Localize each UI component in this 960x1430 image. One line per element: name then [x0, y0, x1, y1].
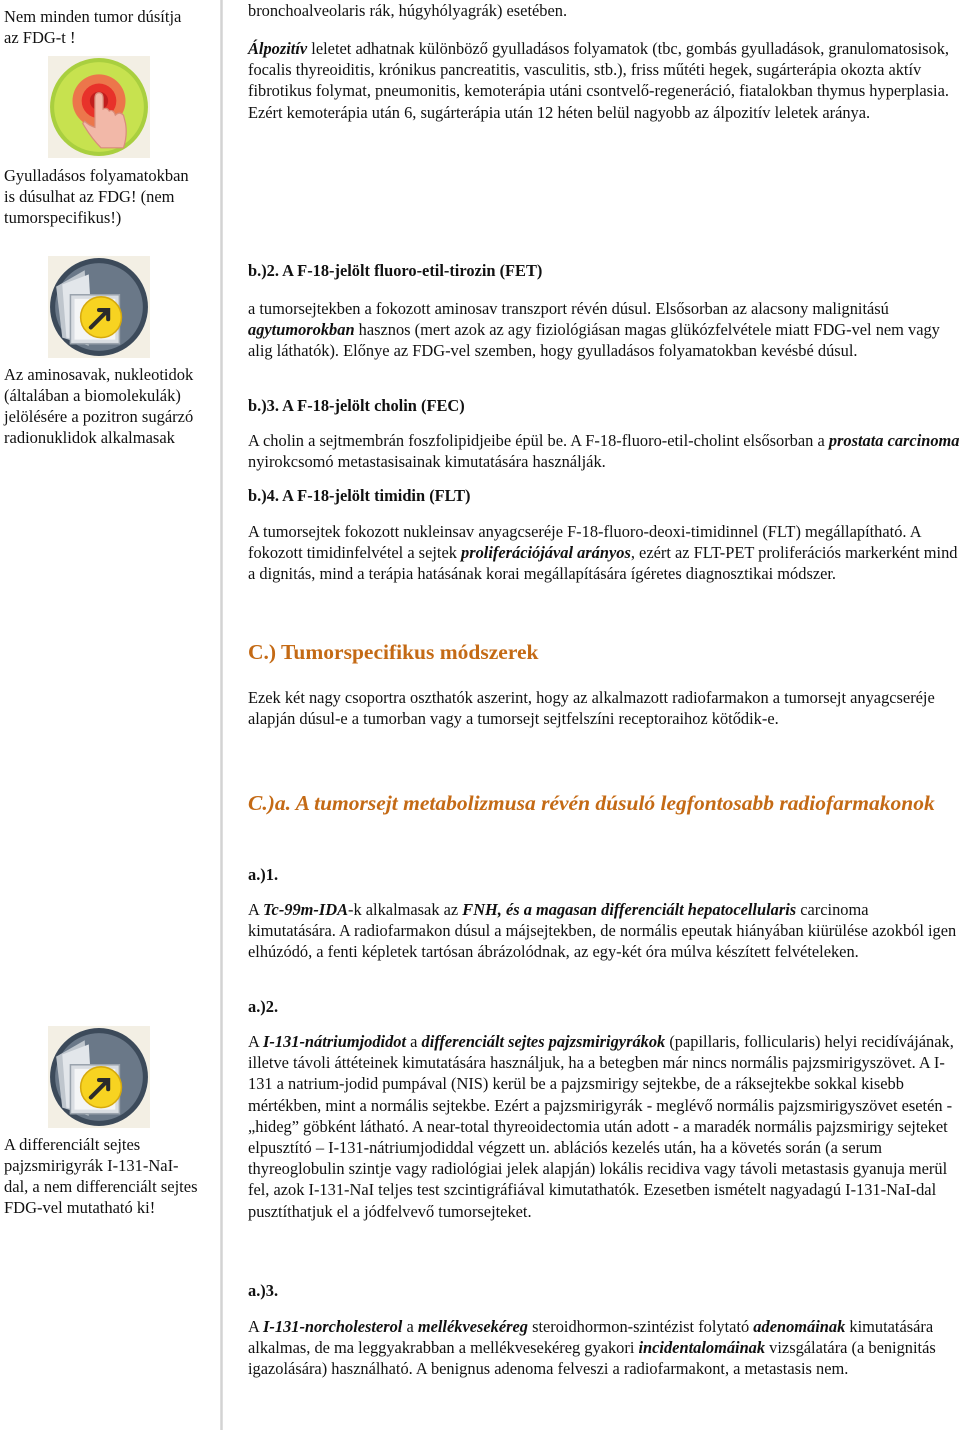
document-arrow-icon [48, 1026, 150, 1128]
paragraph-fet: a tumorsejtekben a fokozott aminosav transzport révén dúsul. Elsősorban az alacsony malignitású agytumorokban hasznos (mert azok az agy fiziológiásan magas glükózfelvétele miatt FDG-vel nem vagy alig láthatók). Előnye az FDG-vel szemben, hogy gyulladásos folyamatokban kevésbé dúsul. [248, 299, 940, 361]
paragraph-false-positive: Álpozitív leletet adhatnak különböző gyulladásos folyamatok (tbc, gombás gyulladások, granulomatosisok, focalis thyreoiditis, krónikus pancreatitis, vasculitis, stb.), friss műtéti hegek, sugárterápia okozta aktív fibrotikus folymat, pneumonitis, kemoterápia utáni csontvelő-regeneráció, fiatalokban thymus hyperplasia. Ezért kemoterápia után 6, sugárterápia után 12 héten belül nagyobb az álpozitív leletek aránya. [248, 39, 950, 122]
paragraph-fec: A cholin a sejtmembrán foszfolipidjeibe épül be. A F-18-fluoro-etil-cholint elsősorban a prostata carcinoma nyirokcsomó metastasisainak kimutatására használják. [248, 431, 960, 472]
sidebar-note-fdg: Nem minden tumor dúsítja az FDG-t ! [4, 7, 182, 47]
sidebar-note-inflammation: Gyulladásos folyamatokban is dúsulhat az FDG! (nem tumorspecifikus!) [4, 166, 189, 227]
document-arrow-icon [48, 256, 150, 358]
paragraph-tumor-specific: Ezek két nagy csoportra oszthatók aszerint, hogy az alkalmazott radiofarmakon a tumorsejt anyagcseréje alapján dúsul-e a tumorban vagy a tumorsejt sejtfelszíni receptoraihoz kötődik-e. [248, 688, 935, 729]
term-false-positive: Álpozitív [248, 39, 308, 58]
sidebar-note-amino-acids: Az aminosavak, nukleotidok (általában a biomolekulák) jelölésére a pozitron sugárzó radionuklidok alkalmasak [4, 365, 194, 447]
sidebar-note-thyroid: A differenciált sejtes pajzsmirigyrák I-131-NaI-dal, a nem differenciált sejtes FDG-vel mutatható ki! [4, 1135, 198, 1217]
heading-b4-flt: b.)4. A F-18-jelölt timidin (FLT) [248, 486, 471, 505]
hand-touch-icon [48, 56, 150, 158]
heading-b3-fec: b.)3. A F-18-jelölt cholin (FEC) [248, 396, 465, 415]
heading-c-tumor-specific: C.) Tumorspecifikus módszerek [248, 640, 539, 664]
heading-b2-fet: b.)2. A F-18-jelölt fluoro-etil-tirozin (FET) [248, 261, 543, 280]
paragraph-flt: A tumorsejtek fokozott nukleinsav anyagcseréje F-18-fluoro-deoxi-timidinnel (FLT) megállapítható. A fokozott timidinfelvétel a sejtek proliferációjával arányos, ezért az FLT-PET proliferációs markerként mind a dignitás, mind a terápia hatásának korai megállapítására ígéretes diagnosztikai módszer. [248, 522, 958, 584]
paragraph-a1: A Tc-99m-IDA-k alkalmasak az FNH, és a magasan differenciált hepatocellularis carcinoma kimutatására. A radiofarmakon dúsul a májsejtekben, de normális epeutak hiányában kiürülése azokból igen elhúzódó, a fenti képletek tartósan ábrázolódnak, az egy-két óra múlva készített felvételeken. [248, 900, 957, 962]
heading-a2: a.)2. [248, 997, 279, 1016]
heading-a3: a.)3. [248, 1281, 279, 1300]
heading-a1: a.)1. [248, 865, 279, 884]
paragraph-a3: A I-131-norcholesterol a mellékvesekéreg steroidhormon-szintézist folytató adenomáinak kimutatására alkalmas, de ma leggyakrabban a mellékvesekéreg gyakori incidentalomáinak vizsgálatára (a benignitás igazolására) használható. A benignus adenoma felveszi a radiofarmakont, a metastasis nem. [248, 1317, 936, 1379]
paragraph-continuation: bronchoalveolaris rák, húgyhólyagrák) esetében. [248, 1, 568, 20]
heading-ca-metabolism: C.)a. A tumorsejt metabolizmusa révén dúsuló legfontosabb radiofarmakonok [248, 791, 935, 815]
paragraph-a2: A I-131-nátriumjodidot a differenciált sejtes pajzsmirigyrákok (papillaris, follicularis) helyi recidívájának, illetve távoli áttéteinek kimutatására használjuk, ha a betegben már nincs normális pajzsmirigyszövet. A I-131 a natrium-jodid pumpával (NIS) kerül be a pajzsmirigy sejtekbe, de a ráksejtekbe sokkal kisebb mértékben, mint a normális sejtekbe. Ezért a pajzsmirigyrák - meglévő normális pajzsmirigyszövet esetén - „hideg” göbként látható. A near-total thyreoidectomia után adott - a maradék normális pajzsmirigy sejteket elpusztító – I-131-nátriumjodiddal végzett un. ablációs kezelés után, ha a követés során (a serum thyreoglobulin szintje vagy radiológiai jelek alapján) lokális recidiva vagy távoli metastasis gyanuja merül fel, azok I-131-NaI teljes test szcintigráfiával kimutathatók. Ezesetben ismételt nagyadagú I-131-NaI-dal pusztíthatjuk el a jódfelvevő tumorsejteket. [248, 1032, 954, 1221]
column-divider [220, 0, 223, 1430]
